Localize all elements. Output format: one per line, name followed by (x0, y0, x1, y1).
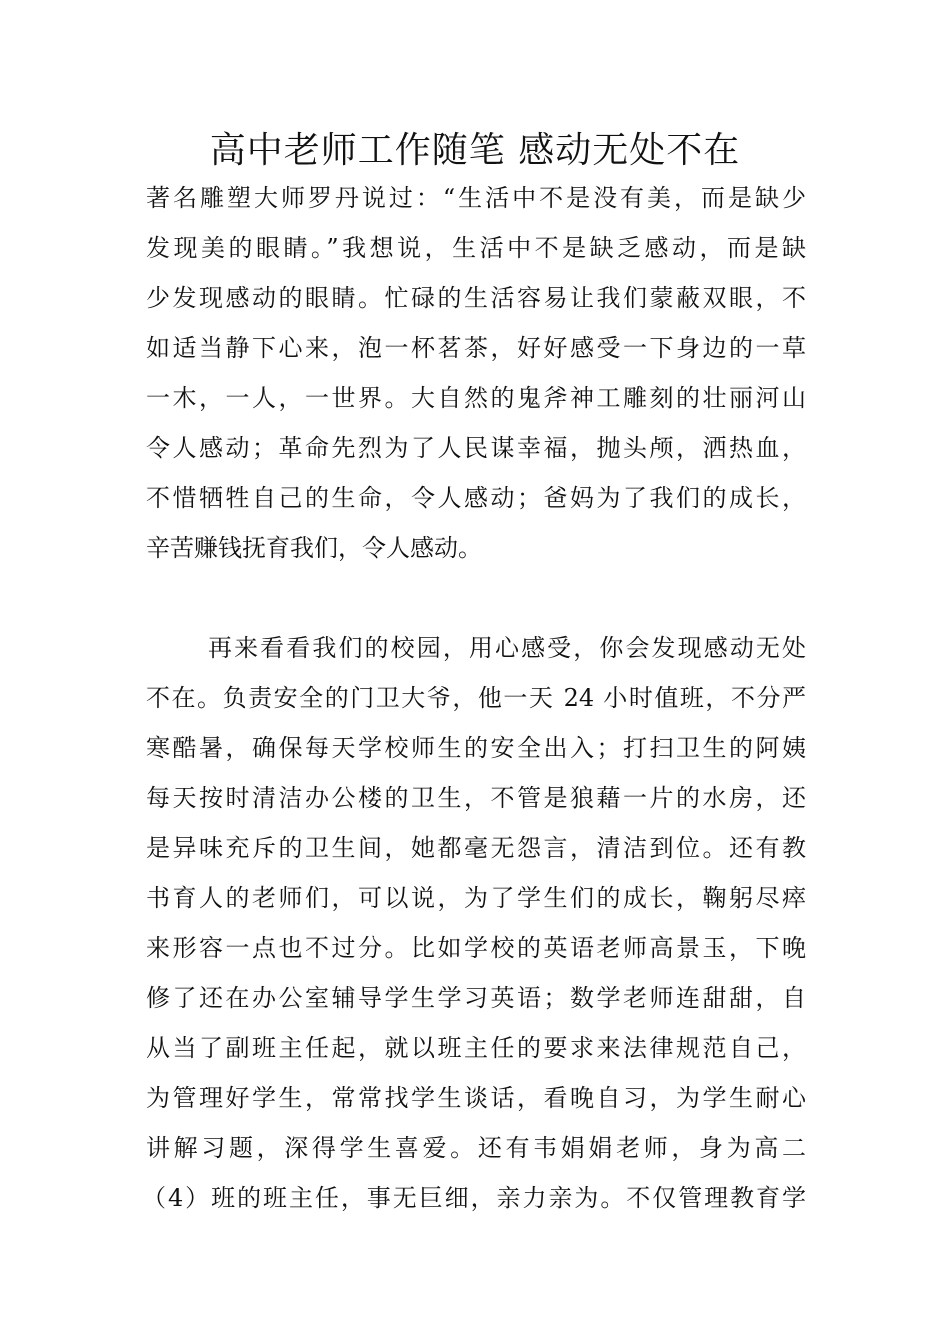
text-line: 令人感动；革命先烈为了人民谋幸福，抛头颅，洒热血， (146, 434, 806, 462)
paragraph-1 (146, 173, 806, 573)
text-line: （4）班的班主任，事无巨细，亲力亲为。不仅管理教育学 (142, 1184, 806, 1212)
text-line: 如适当静下心来，泡一杯茗茶，好好感受一下身边的一草 (146, 334, 806, 362)
text-line: 来形容一点也不过分。比如学校的英语老师高景玉，下晚 (146, 934, 806, 962)
text-line: 修了还在办公室辅导学生学习英语；数学老师连甜甜，自 (146, 984, 806, 1012)
text-line: 不惜牺牲自己的生命，令人感动；爸妈为了我们的成长， (146, 484, 806, 512)
text-line: 一木，一人，一世界。大自然的鬼斧神工雕刻的壮丽河山 (146, 384, 806, 412)
text-line: 寒酷暑，确保每天学校师生的安全出入；打扫卫生的阿姨 (146, 734, 806, 762)
text-line: 书育人的老师们，可以说，为了学生们的成长，鞠躬尽瘁 (146, 884, 806, 912)
text-line: 著名雕塑大师罗丹说过：“生活中不是没有美，而是缺少 (146, 184, 806, 212)
text-line: 发现美的眼睛。”我想说，生活中不是缺乏感动，而是缺 (146, 234, 806, 262)
text-line: 是异味充斥的卫生间，她都毫无怨言，清洁到位。还有教 (146, 834, 806, 862)
text-line: 从当了副班主任起，就以班主任的要求来法律规范自己， (146, 1034, 806, 1062)
paragraph-2 (142, 623, 806, 1223)
document-title: 高中老师工作随笔 感动无处不在 (209, 130, 741, 171)
text-line: 再来看看我们的校园，用心感受，你会发现感动无处 (208, 634, 806, 662)
text-line: 不在。负责安全的门卫大爷，他一天 24 小时值班，不分严 (146, 684, 806, 712)
text-line: 为管理好学生，常常找学生谈话，看晚自习，为学生耐心 (146, 1084, 806, 1112)
text-line: 讲解习题，深得学生喜爱。还有韦娟娟老师，身为高二 (146, 1134, 806, 1162)
text-line: 每天按时清洁办公楼的卫生，不管是狼藉一片的水房，还 (146, 784, 806, 812)
text-line: 辛苦赚钱抚育我们，令人感动。 (146, 534, 482, 562)
text-line: 少发现感动的眼睛。忙碌的生活容易让我们蒙蔽双眼，不 (146, 284, 806, 312)
